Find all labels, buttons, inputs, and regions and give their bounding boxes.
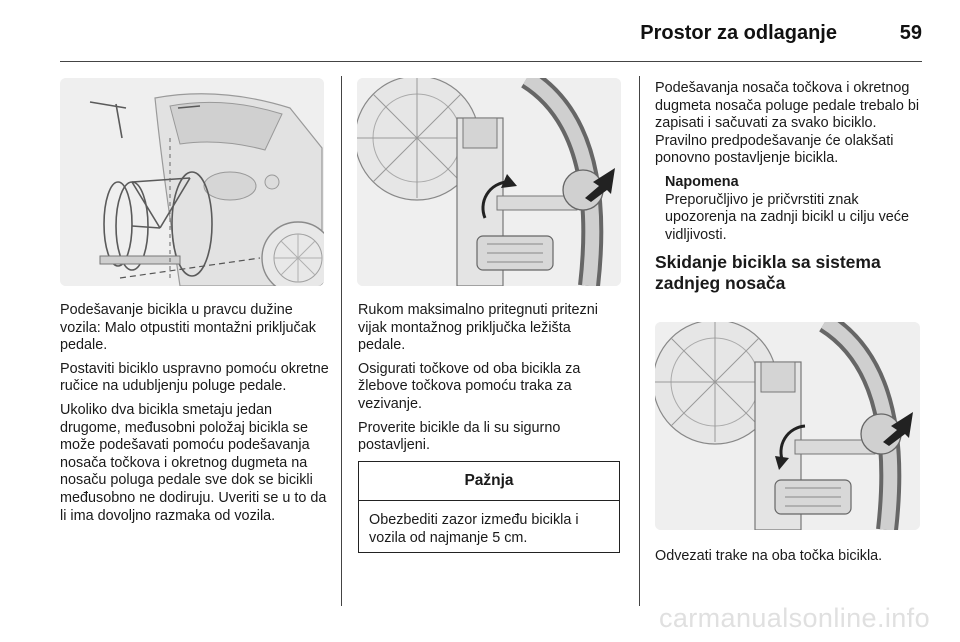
note-block bbox=[655, 174, 923, 244]
col1-paragraph-1: Podešavanje bicikla u pravcu dužine vozila: Malo otpustiti montažni priključak pedale. bbox=[60, 302, 316, 354]
column-divider-2 bbox=[639, 76, 640, 606]
page-title: Prostor za odlaganje bbox=[640, 22, 837, 44]
column-1-text bbox=[60, 302, 332, 531]
note-label: Napomena bbox=[665, 173, 739, 190]
watermark: carmanualsonline.info bbox=[658, 603, 930, 633]
column-3-caption bbox=[655, 548, 923, 572]
col2-paragraph-3: Proverite bicikle da li su sigurno postavljeni. bbox=[358, 419, 561, 454]
pedal-mount-illustration bbox=[357, 78, 621, 286]
col3-paragraph: Podešavanja nosača točkova i okretnog dugmeta nosača poluge pedale trebalo bi zapisati i sačuvati za svako biciklo. Pravilno predpodešavanje će olakšati ponovno postavljenje bicikla. bbox=[655, 80, 920, 167]
figure-car-bike-carrier bbox=[60, 78, 324, 286]
pedal-removal-illustration bbox=[655, 322, 920, 530]
car-bike-illustration bbox=[60, 78, 324, 286]
column-divider-1 bbox=[341, 76, 342, 606]
caution-body: Obezbediti zazor između bicikla i vozila od najmanje 5 cm. bbox=[369, 512, 579, 546]
page-number: 59 bbox=[899, 22, 922, 44]
figure-pedal-mount bbox=[357, 78, 621, 286]
col2-paragraph-1: Rukom maksimalno pritegnuti pritezni vijak montažnog priključka ležišta pedale. bbox=[358, 302, 598, 354]
section-heading: Skidanje bicikla sa sistema zadnjeg nosača bbox=[655, 252, 881, 294]
figure-pedal-removal bbox=[655, 322, 920, 530]
note-text: Preporučljivo je pričvrstiti znak upozorenja na zadnji bicikl u cilju veće vidljivosti. bbox=[665, 191, 909, 243]
col1-paragraph-3: Ukoliko dva bicikla smetaju jedan drugome, međusobni položaj bicikla se može podešavati pomoću podešavanja nosača točkova i okretnog dugmeta na nosaču poluga pedale sve dok se bicikli međusobno ne dodiruju. Uveriti se u to da li ima dovoljno razmaka od vozila. bbox=[60, 401, 327, 524]
column-3-text bbox=[655, 80, 923, 294]
caution-title: Pažnja bbox=[359, 462, 619, 501]
header-divider bbox=[60, 61, 922, 62]
caution-box bbox=[358, 461, 620, 553]
column-2-text bbox=[358, 302, 620, 461]
col1-paragraph-2: Postaviti biciklo uspravno pomoću okretne ručice na udubljenju poluge pedale. bbox=[60, 360, 329, 395]
col3-caption: Odvezati trake na oba točka bicikla. bbox=[655, 548, 883, 564]
col2-paragraph-2: Osigurati točkove od oba bicikla za žlebove točkova pomoću traka za vezivanje. bbox=[358, 360, 581, 412]
